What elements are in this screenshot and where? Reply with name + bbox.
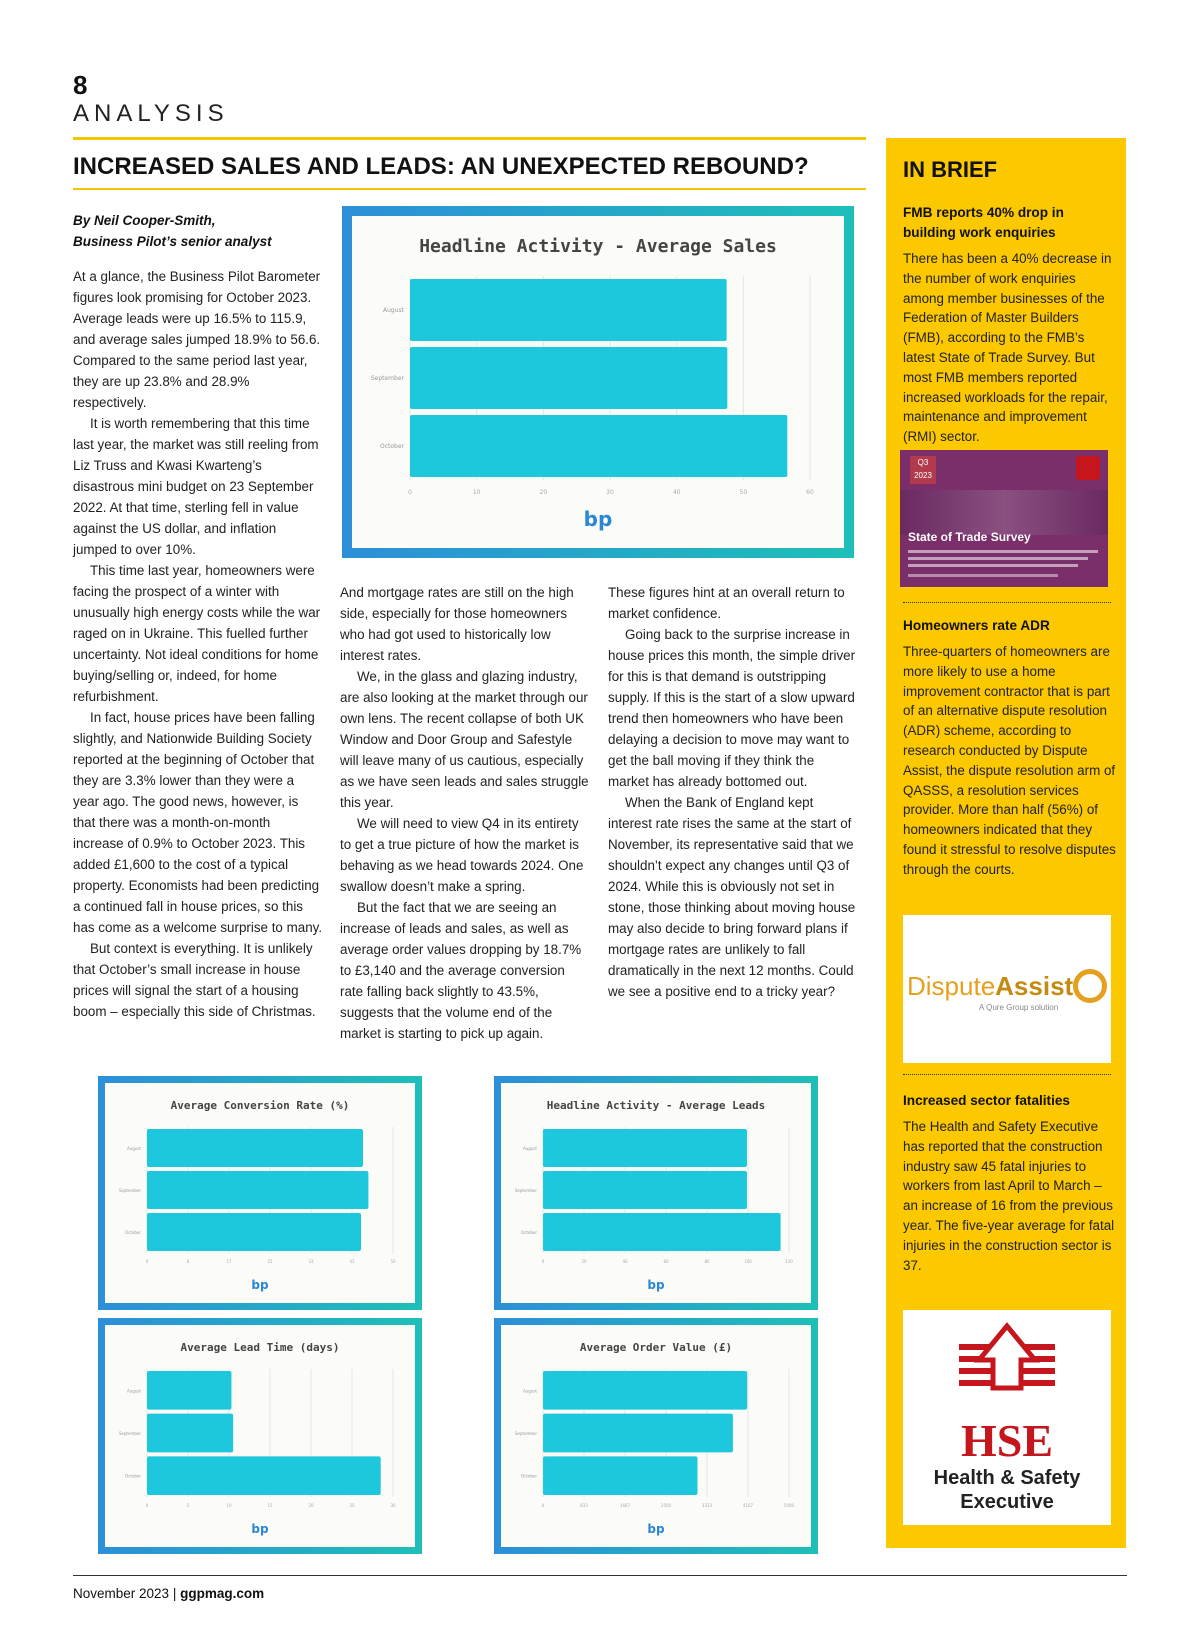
sidebar-title: IN BRIEF — [903, 157, 998, 182]
x-tick-label: 80 — [704, 1259, 710, 1264]
chart-svg — [342, 206, 854, 558]
chart-title: Headline Activity - Average Leads — [546, 1099, 766, 1112]
x-tick-label: 0 — [145, 1259, 149, 1264]
x-tick-label: 100 — [744, 1259, 752, 1264]
category-label: October — [379, 443, 404, 450]
x-tick-label: 5 — [186, 1503, 190, 1508]
hse-line-2: Executive — [960, 1491, 1054, 1513]
x-tick-label: 120 — [785, 1259, 793, 1264]
x-tick-label: 0 — [408, 489, 412, 496]
bp-logo: bp — [647, 1522, 665, 1536]
bar — [543, 1456, 697, 1495]
x-tick-label: 60 — [806, 489, 814, 496]
paragraph: But context is everything. It is unlikely that October’s small increase in house prices will signal the start of a housing boom – especially this side of Christmas. — [73, 941, 316, 1019]
category-label: September — [370, 375, 404, 382]
bp-logo: bp — [647, 1278, 665, 1292]
x-tick-label: 10 — [226, 1503, 232, 1508]
paragraph: When the Bank of England kept interest rate rises the same at the start of November, its representative said that we shouldn’t expect any changes until Q3 of 2024. While this is obviously not set in stone, those thinking about moving house may also decide to bring forward plans if mortgage rates are unlikely to fall dramatically in the next 12 months. Could we see a positive end to a tricky year? — [608, 795, 856, 999]
survey-photo — [900, 490, 1108, 535]
sidebar-divider — [903, 602, 1111, 603]
bar — [147, 1371, 231, 1410]
category-label: September — [118, 1188, 141, 1193]
brief-1-heading: FMB reports 40% drop in building work enquiries — [903, 205, 1064, 240]
bar — [543, 1371, 747, 1410]
x-tick-label: 20 — [539, 489, 548, 496]
category-label: October — [124, 1230, 141, 1235]
chart-title: Average Conversion Rate (%) — [170, 1099, 350, 1112]
category-label: October — [520, 1473, 537, 1479]
bar — [147, 1129, 363, 1167]
paragraph: Going back to the surprise increase in house prices this month, the simple driver for this is that demand is outstripping supply. If this is the start of a slow upward trend then homeowners who have been delaying a decision to move may want to get the ball moving if they think the market has already bottomed out. — [608, 627, 856, 789]
assist-word: Assist — [995, 971, 1074, 1001]
category-label: September — [514, 1431, 537, 1436]
paragraph: It is worth remembering that this time last year, the market was still reeling from Liz Truss and Kwasi Kwarteng’s disastrous mini budget on 23 September 2022. At that time, sterling fell in value against the US dollar, and inflation jumped to over 10%. — [73, 416, 319, 557]
chart-title: Average Order Value (£) — [579, 1341, 733, 1354]
x-tick-label: 30 — [390, 1503, 396, 1508]
brief-3-heading: Increased sector fatalities — [903, 1093, 1070, 1108]
byline-role: Business Pilot’s senior analyst — [73, 234, 272, 249]
category-label: September — [514, 1188, 537, 1193]
paragraph: At a glance, the Business Pilot Barometer figures look promising for October 2023. Average leads were up 16.5% to 115.9, and average sales jumped 18.9% to 56.6. Compared to the same period last year, they are up 23.8% and 28.9% respectively. — [73, 269, 321, 410]
survey-title: State of Trade Survey — [908, 530, 1031, 544]
chart-svg — [98, 1318, 422, 1554]
brief-2-text: Three-quarters of homeowners are more likely to use a home improvement contractor that is part of an alternative dispute resolution (ADR) scheme, according to research conducted by Dispute Assist, the dispute resolution arm of QASSS, a resolution services provider. More than half (56%) of homeowners indicated that they found it stressful to resolve disputes through the courts. — [903, 644, 1116, 877]
survey-text-line — [908, 557, 1088, 560]
x-tick-label: 0 — [145, 1503, 149, 1508]
x-tick-label: 33 — [308, 1259, 314, 1264]
bar — [147, 1213, 361, 1251]
x-tick-label: 833 — [580, 1503, 588, 1508]
article-headline: INCREASED SALES AND LEADS: AN UNEXPECTED REBOUND? — [73, 153, 809, 180]
survey-text-line — [908, 550, 1098, 553]
article-column-2 — [340, 582, 590, 1044]
bar — [543, 1414, 733, 1453]
x-tick-label: 1667 — [619, 1503, 631, 1508]
bar — [410, 347, 727, 409]
x-tick-label: 42 — [349, 1259, 355, 1264]
byline — [73, 210, 323, 252]
bar — [543, 1213, 781, 1251]
state-of-trade-cover — [900, 450, 1108, 587]
x-tick-label: 17 — [226, 1259, 232, 1264]
x-tick-label: 8 — [186, 1259, 190, 1264]
paragraph: In fact, house prices have been falling slightly, and Nationwide Building Society reported at the beginning of October that they are 3.3% lower than they were a year ago. The good news, however, is that there was a month-on-month increase of 0.9% to October 2023. This added £1,600 to the cost of a typical property. Economists had been predicting a continued fall in house prices, so this has come as a welcome surprise to many. — [73, 710, 323, 935]
hse-logo — [903, 1310, 1111, 1525]
category-label: August — [127, 1146, 141, 1151]
paragraph: These figures hint at an overall return to market confidence. — [608, 585, 845, 621]
x-tick-label: 30 — [606, 489, 614, 496]
paragraph: And mortgage rates are still on the high side, especially for those homeowners who had got used to historically low interest rates. — [340, 585, 574, 663]
x-tick-label: 40 — [622, 1259, 628, 1264]
q-circle-icon — [1073, 969, 1107, 1003]
dispute-word: Dispute — [907, 971, 996, 1001]
category-label: August — [127, 1388, 141, 1394]
page-number: 8 — [73, 70, 88, 100]
survey-quarter: Q3 — [917, 458, 929, 467]
chart-average-order-value — [494, 1318, 818, 1554]
brief-3-text: The Health and Safety Executive has reported that the construction industry saw 45 fatal injuries to workers from last April to March – an increase of 16 from the previous year. The five-year average for fatal injuries in the construction sector is 37. — [903, 1119, 1115, 1273]
survey-quarter-badge — [910, 456, 936, 484]
chart-average-conversion-rate — [98, 1076, 422, 1310]
sidebar-divider — [903, 1074, 1111, 1075]
bp-logo: bp — [583, 507, 613, 531]
chart-svg — [494, 1076, 818, 1310]
survey-text-line — [908, 574, 1058, 577]
brief-1-text: There has been a 40% decrease in the number of work enquiries among member businesses of the Federation of Master Builders (FMB), according to the FMB’s latest State of Trade Survey. But most FMB members reported increased workloads for the repair, maintenance and improvement (RMI) sector. — [903, 251, 1112, 445]
category-label: August — [523, 1146, 537, 1151]
category-label: August — [523, 1388, 537, 1394]
category-label: October — [124, 1473, 141, 1479]
x-tick-label: 25 — [267, 1259, 273, 1264]
category-label: October — [520, 1230, 537, 1235]
survey-year: 2023 — [914, 471, 932, 480]
x-tick-label: 20 — [308, 1503, 314, 1508]
x-tick-label: 5000 — [783, 1503, 795, 1508]
paragraph: But the fact that we are seeing an increase of leads and sales, as well as average order values dropping by 18.7% to £3,140 and the average conversion rate falling back slightly to 43.5%, suggests that the volume end of the market is starting to pick up again. — [340, 900, 582, 1041]
paragraph: We will need to view Q4 in its entirety to get a true picture of how the market is behaving as we head towards 2024. One swallow doesn’t make a spring. — [340, 816, 584, 894]
x-tick-label: 15 — [267, 1503, 273, 1508]
paragraph: This time last year, homeowners were facing the prospect of a winter with unusually high energy costs while the war raged on in Ukraine. This fuelled further uncertainty. Not ideal conditions for home buying/selling or, indeed, for home refurbishment. — [73, 563, 321, 704]
bar — [410, 279, 727, 341]
x-tick-label: 0 — [541, 1259, 545, 1264]
chart-title: Headline Activity - Average Sales — [419, 236, 777, 257]
bp-logo: bp — [251, 1522, 269, 1536]
x-tick-label: 3333 — [701, 1503, 713, 1508]
chart-svg — [98, 1076, 422, 1310]
chart-average-lead-time — [98, 1318, 422, 1554]
footer-rule — [73, 1575, 1127, 1576]
chart-svg — [494, 1318, 818, 1554]
bar — [147, 1414, 233, 1453]
footer — [73, 1586, 264, 1601]
article-column-3 — [608, 582, 858, 1002]
chart-average-leads — [494, 1076, 818, 1310]
footer-date: November 2023 — [73, 1586, 170, 1601]
x-tick-label: 25 — [349, 1503, 355, 1508]
dispute-tagline: A Qure Group solution — [979, 1003, 1059, 1012]
fmb-logo-icon — [1076, 456, 1100, 480]
x-tick-label: 60 — [663, 1259, 669, 1264]
x-tick-label: 10 — [472, 489, 481, 496]
chart-title: Average Lead Time (days) — [180, 1341, 340, 1354]
top-accent-rule — [73, 137, 866, 140]
x-tick-label: 2500 — [660, 1503, 672, 1508]
bar — [543, 1129, 747, 1167]
article-column-1 — [73, 266, 323, 1022]
x-tick-label: 20 — [581, 1259, 587, 1264]
x-tick-label: 40 — [672, 489, 681, 496]
hse-house-arrow — [979, 1326, 1035, 1388]
dispute-assist-logo — [903, 915, 1111, 1063]
chart-average-sales — [342, 206, 854, 558]
x-tick-label: 50 — [739, 489, 748, 496]
bp-logo: bp — [251, 1278, 269, 1292]
hse-line-1: Health & Safety — [933, 1467, 1081, 1489]
bar — [147, 1456, 381, 1495]
footer-site: ggpmag.com — [180, 1586, 265, 1601]
bar — [410, 415, 787, 477]
hse-emblem-icon — [903, 1320, 1111, 1420]
dispute-assist-wordmark — [907, 971, 1073, 1002]
x-tick-label: 50 — [390, 1259, 396, 1264]
headline-rule — [73, 188, 866, 190]
x-tick-label: 0 — [541, 1503, 545, 1508]
hse-letters: HSE — [960, 1415, 1054, 1466]
paragraph: We, in the glass and glazing industry, are also looking at the market through our own lens. The recent collapse of both UK Window and Door Group and Safestyle will leave many of us cautious, especially as we have seen leads and sales struggle this year. — [340, 669, 589, 810]
section-label: ANALYSIS — [73, 100, 229, 127]
category-label: August — [383, 307, 404, 314]
x-tick-label: 4167 — [742, 1503, 754, 1508]
bar — [147, 1171, 368, 1209]
byline-author: By Neil Cooper-Smith, — [73, 213, 216, 228]
brief-2-heading: Homeowners rate ADR — [903, 618, 1050, 633]
footer-separator: | — [172, 1586, 177, 1601]
bar — [543, 1171, 747, 1209]
survey-text-line — [908, 564, 1078, 567]
category-label: September — [118, 1431, 141, 1436]
